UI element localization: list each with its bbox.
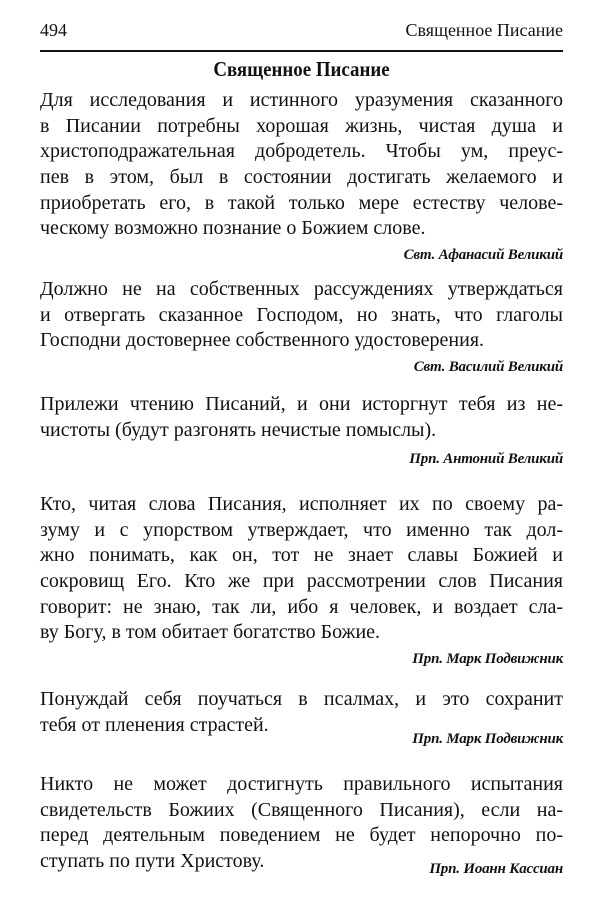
- quote-line: ву Богу, в том обитает богатство Божие.: [40, 621, 381, 644]
- quote-paragraph: [40, 392, 563, 443]
- quote-line: пев в этом, был в состоянии достигать желаемого и: [40, 166, 563, 189]
- quote-line: чистоты (будут разгонять нечистые помыслы).: [40, 418, 437, 441]
- running-header: [40, 18, 563, 46]
- quote-line: Господни достовернее собственного удостоверения.: [40, 329, 485, 352]
- quote-attribution: Свт. Василий Великий: [413, 359, 563, 375]
- quote-line: Прилежи чтению Писаний, и они исторгнут тебя из не-: [40, 393, 563, 415]
- quote-line: перед деятельным поведением не будет непорочно по-: [40, 824, 563, 847]
- quote-line: свидетельств Божиих (Священного Писания), если на-: [40, 798, 563, 821]
- quote-paragraph: [40, 277, 563, 354]
- running-title: Священное Писание: [405, 20, 563, 40]
- quote-line: Должно не на собственных рассуждениях утверждаться: [40, 278, 563, 300]
- quote-line: Понуждай себя поучаться в псалмах, и это сохранит: [40, 688, 563, 710]
- page-number: 494: [40, 20, 67, 40]
- quote-line: приобретать его, в такой только мере естеству челове-: [40, 191, 563, 214]
- quote-line: тебя от пленения страстей.: [40, 713, 269, 736]
- quote-attribution: Свт. Афанасий Великий: [403, 247, 563, 263]
- quote-paragraph: [40, 772, 563, 875]
- quote-line: Никто не может достигнуть правильного испытания: [40, 773, 563, 795]
- header-rule: [40, 50, 563, 52]
- quote-attribution: Прп. Марк Подвижник: [412, 651, 563, 667]
- quote-line: говорит: не знаю, так ли, ибо я человек, и воздает сла-: [40, 595, 563, 618]
- quote-line: зуму и с упорством утверждает, что именно так дол-: [40, 518, 563, 541]
- quote-line: ческому возможно познание о Божием слове.: [40, 217, 426, 240]
- quote-paragraph: [40, 492, 563, 646]
- quote-line: сокровищ Его. Кто же при рассмотрении слов Писания: [40, 570, 563, 593]
- section-title: Священное Писание: [213, 57, 390, 81]
- quote-line: в Писании потребны хорошая жизнь, чистая душа и: [40, 114, 563, 137]
- quote-line: и отвергать сказанное Господом, но знать, что глаголы: [40, 303, 563, 326]
- quote-line: жно понимать, как он, тот не знает славы Божией и: [40, 544, 563, 567]
- quote-attribution: Прп. Антоний Великий: [409, 451, 563, 467]
- quote-line: ступать по пути Христову.: [40, 850, 265, 873]
- quote-line: Кто, читая слова Писания, исполняет их по своему ра-: [40, 493, 563, 515]
- quote-line: христоподражательная добродетель. Чтобы ум, преус-: [40, 140, 563, 163]
- quote-line: Для исследования и истинного уразумения сказанного: [40, 89, 563, 111]
- quote-attribution: Прп. Марк Подвижник: [412, 731, 563, 747]
- quote-paragraph: [40, 88, 563, 242]
- quote-attribution: Прп. Иоанн Кассиан: [429, 861, 563, 877]
